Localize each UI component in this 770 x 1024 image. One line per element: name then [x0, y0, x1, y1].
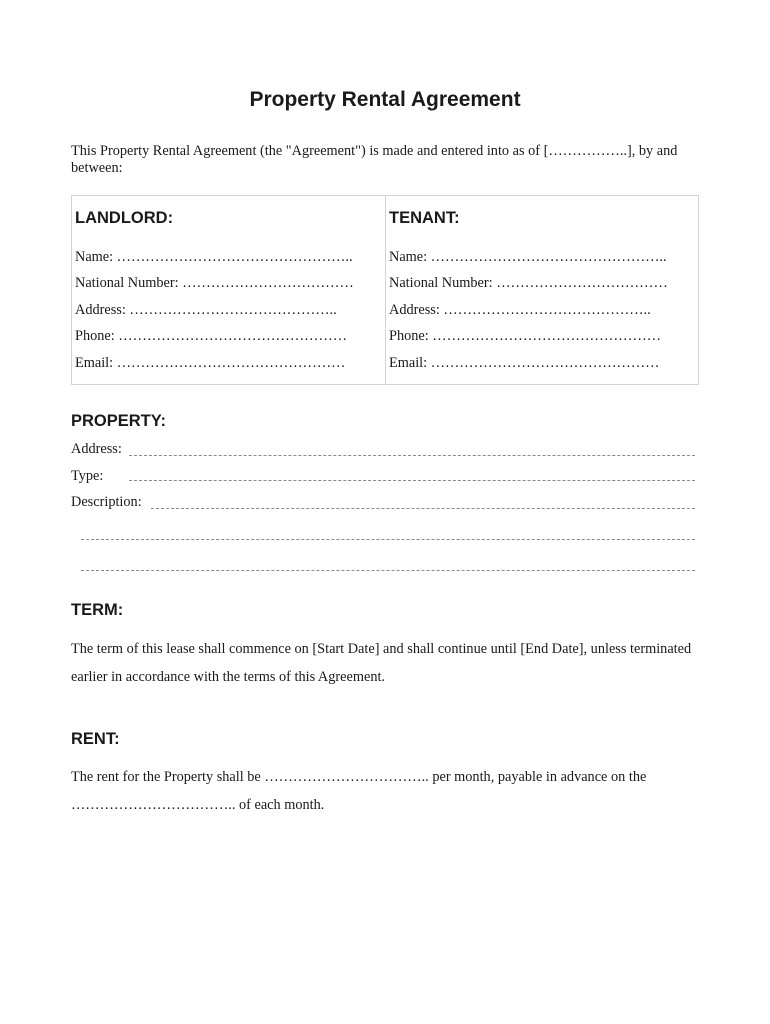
property-type-label: Type: — [71, 468, 104, 484]
property-description-label: Description: — [71, 494, 142, 510]
term-heading: TERM: — [71, 601, 124, 619]
landlord-address-field: Address: …………………………………….. — [75, 302, 337, 318]
tenant-heading: TENANT: — [389, 209, 460, 227]
tenant-email-field: Email: ………………………………………… — [389, 355, 660, 371]
property-type-row — [71, 468, 695, 486]
property-description-row — [71, 494, 695, 512]
tenant-cell — [386, 196, 698, 384]
property-address-line — [129, 455, 695, 456]
term-paragraph: The term of this lease shall commence on [Start Date] and shall continue until [End Date], unless terminated earlier in accordance with the terms of this Agreement. — [71, 641, 692, 685]
page-title: Property Rental Agreement — [249, 88, 521, 111]
tenant-national-number-field: National Number: ……………………………… — [389, 275, 668, 291]
property-address-label: Address: — [71, 441, 122, 457]
landlord-national-number-field: National Number: ……………………………… — [75, 275, 354, 291]
property-address-row — [71, 441, 695, 459]
intro-paragraph: This Property Rental Agreement (the "Agreement") is made and entered into as of [……………..], by and between: — [71, 143, 678, 176]
rent-heading: RENT: — [71, 730, 120, 748]
property-description-line-3 — [81, 570, 695, 571]
parties-table — [71, 195, 699, 385]
property-type-line — [129, 480, 695, 481]
landlord-email-field: Email: ………………………………………… — [75, 355, 346, 371]
landlord-phone-field: Phone: ………………………………………… — [75, 328, 348, 344]
property-heading: PROPERTY: — [71, 412, 167, 430]
landlord-name-field: Name: ………………………………………….. — [75, 249, 353, 265]
tenant-phone-field: Phone: ………………………………………… — [389, 328, 662, 344]
property-description-line — [151, 508, 695, 509]
tenant-name-field: Name: ………………………………………….. — [389, 249, 667, 265]
landlord-cell — [72, 196, 386, 384]
tenant-address-field: Address: …………………………………….. — [389, 302, 651, 318]
landlord-heading: LANDLORD: — [75, 209, 174, 227]
rent-paragraph: The rent for the Property shall be …………………………….. per month, payable in advance on the …………………………….. of each month. — [71, 769, 647, 813]
property-description-line-2 — [81, 539, 695, 540]
